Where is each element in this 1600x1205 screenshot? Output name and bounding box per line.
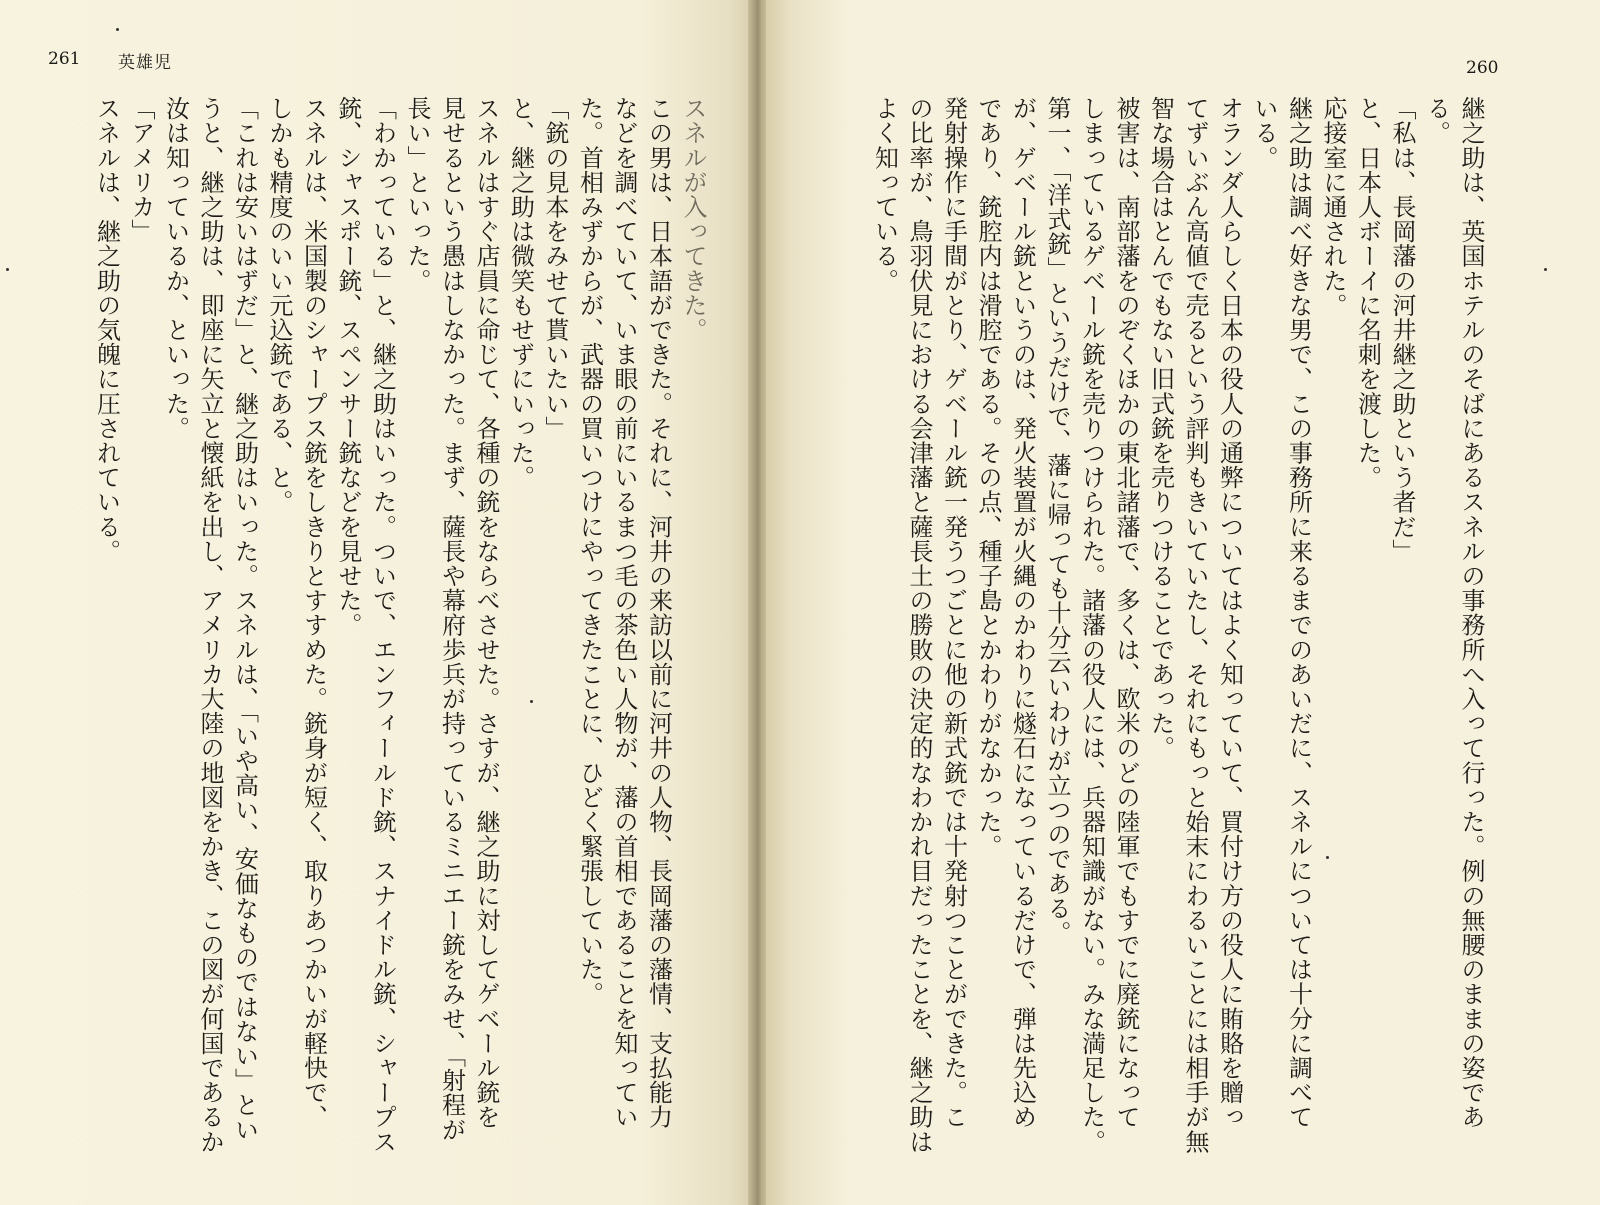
text-line: 汝は知っているか、といった。	[161, 96, 190, 441]
text-line: た。首相みずからが、武器の買いつけにやってきたことに、ひどく緊張していた。	[575, 96, 604, 1007]
text-line: 銃、シャスポー銃、スペンサー銃などを見せた。	[334, 96, 362, 638]
text-line: スネルはすぐ店員に命じて、各種の銃をならべさせた。さすが、継之助に対してゲベール銃を	[472, 96, 500, 1130]
text-line: 継之助は、英国ホテルのそばにあるスネルの事務所へ入って行った。例の無腰のままの姿であ	[1457, 96, 1485, 1130]
page-number-right: 260	[1466, 58, 1499, 78]
paper-speck	[1326, 856, 1329, 859]
text-line: この男は、日本語ができた。それに、河井の来訪以前に河井の人物、長岡藩の藩情、支払能力	[644, 96, 673, 1130]
text-line: 長い」といった。	[403, 96, 431, 293]
left-page	[0, 0, 752, 1205]
text-line: 応接室に通された。	[1319, 96, 1347, 318]
text-line: よく知っている。	[870, 96, 899, 293]
paper-speck	[116, 28, 119, 31]
text-line: の比率が、鳥羽伏見における会津藩と薩長土の勝敗の決定的なわかれ目だったことを、継之助は	[905, 96, 933, 1154]
text-line: スネルが入ってきた。	[679, 96, 707, 342]
text-line: であり、銃腔内は滑腔である。その点、種子島とかわりがなかった。	[974, 96, 1002, 859]
text-line: しかも精度のいい元込銃である、と。	[265, 96, 293, 515]
text-line: 「私は、長岡藩の河井継之助という者だ」	[1388, 96, 1416, 564]
text-line: スネルは、継之助の気魄に圧されている。	[92, 96, 121, 564]
text-line: 発射操作に手間がとり、ゲベール銃一発うつごとに他の新式銃では十発射つことができた。こ	[939, 96, 968, 1130]
text-line: オランダ人らしく日本の役人の通弊についてはよく知っていて、買付け方の役人に賄賂を贈っ	[1215, 96, 1244, 1130]
text-line: る。	[1422, 96, 1451, 146]
text-line: うと、継之助は、即座に矢立と懐紙を出し、アメリカ大陸の地図をかき、この図が何国であるか	[196, 96, 224, 1154]
text-line: 見せるという愚はしなかった。まず、薩長や幕府歩兵が持っているミニエー銃をみせ、「射程が	[437, 96, 466, 1142]
text-line: 「アメリカ」	[127, 96, 155, 244]
paper-speck	[6, 268, 9, 271]
text-line: 「わかっている」と、継之助はいった。ついで、エンフィールド銃、スナイドル銃、シャープス	[368, 96, 397, 1154]
text-line: と、日本人ボーイに名刺を渡した。	[1353, 96, 1382, 490]
text-line: 被害は、南部藩をのぞくほかの東北諸藩で、多くは、欧米のどの陸軍でもすでに廃銃になって	[1112, 96, 1140, 1130]
right-page-text	[867, 96, 1488, 1176]
text-line: スネルは、米国製のシャープス銃をしきりとすすめた。銃身が短く、取りあつかいが軽快で、	[299, 96, 328, 1130]
running-head: 英雄児	[118, 53, 172, 73]
right-page	[766, 0, 1600, 1205]
text-line: 「銃の見本をみせて貰いたい」	[541, 96, 569, 441]
text-line: が、ゲベール銃というのは、発火装置が火縄のかわりに燧石になっているだけで、弾は先込め	[1008, 96, 1037, 1130]
text-line: てずいぶん高値で売るという評判もきいていたし、それにもっと始末にわるいことには相手が無	[1181, 96, 1209, 1154]
text-line: 「これは安いはずだ」と、継之助はいった。スネルは、「いや高い、安価なものではない」とい	[230, 96, 259, 1142]
text-line: 継之助は調べ好きな男で、この事務所に来るまでのあいだに、スネルについては十分に調べて	[1284, 96, 1313, 1130]
text-line: いる。	[1250, 96, 1278, 170]
paper-speck	[530, 700, 533, 703]
text-line: 智な場合はとんでもない旧式銃を売りつけることであった。	[1146, 96, 1175, 761]
text-line: 第一、「洋式銃」というだけで、藩に帰っても十分云いわけが立つのである。	[1043, 96, 1071, 945]
left-page-text	[89, 96, 710, 1176]
text-line: などを調べていて、いま眼の前にいるまつ毛の茶色い人物が、藩の首相であることを知ってい	[610, 96, 638, 1130]
text-line: しまっているゲベール銃を売りつけられた。諸藩の役人には、兵器知識がない。みな満足した。	[1077, 96, 1106, 1154]
text-line: と、継之助は微笑もせずにいった。	[506, 96, 535, 490]
paper-speck	[1544, 268, 1547, 271]
page-number-left: 261	[48, 49, 81, 69]
